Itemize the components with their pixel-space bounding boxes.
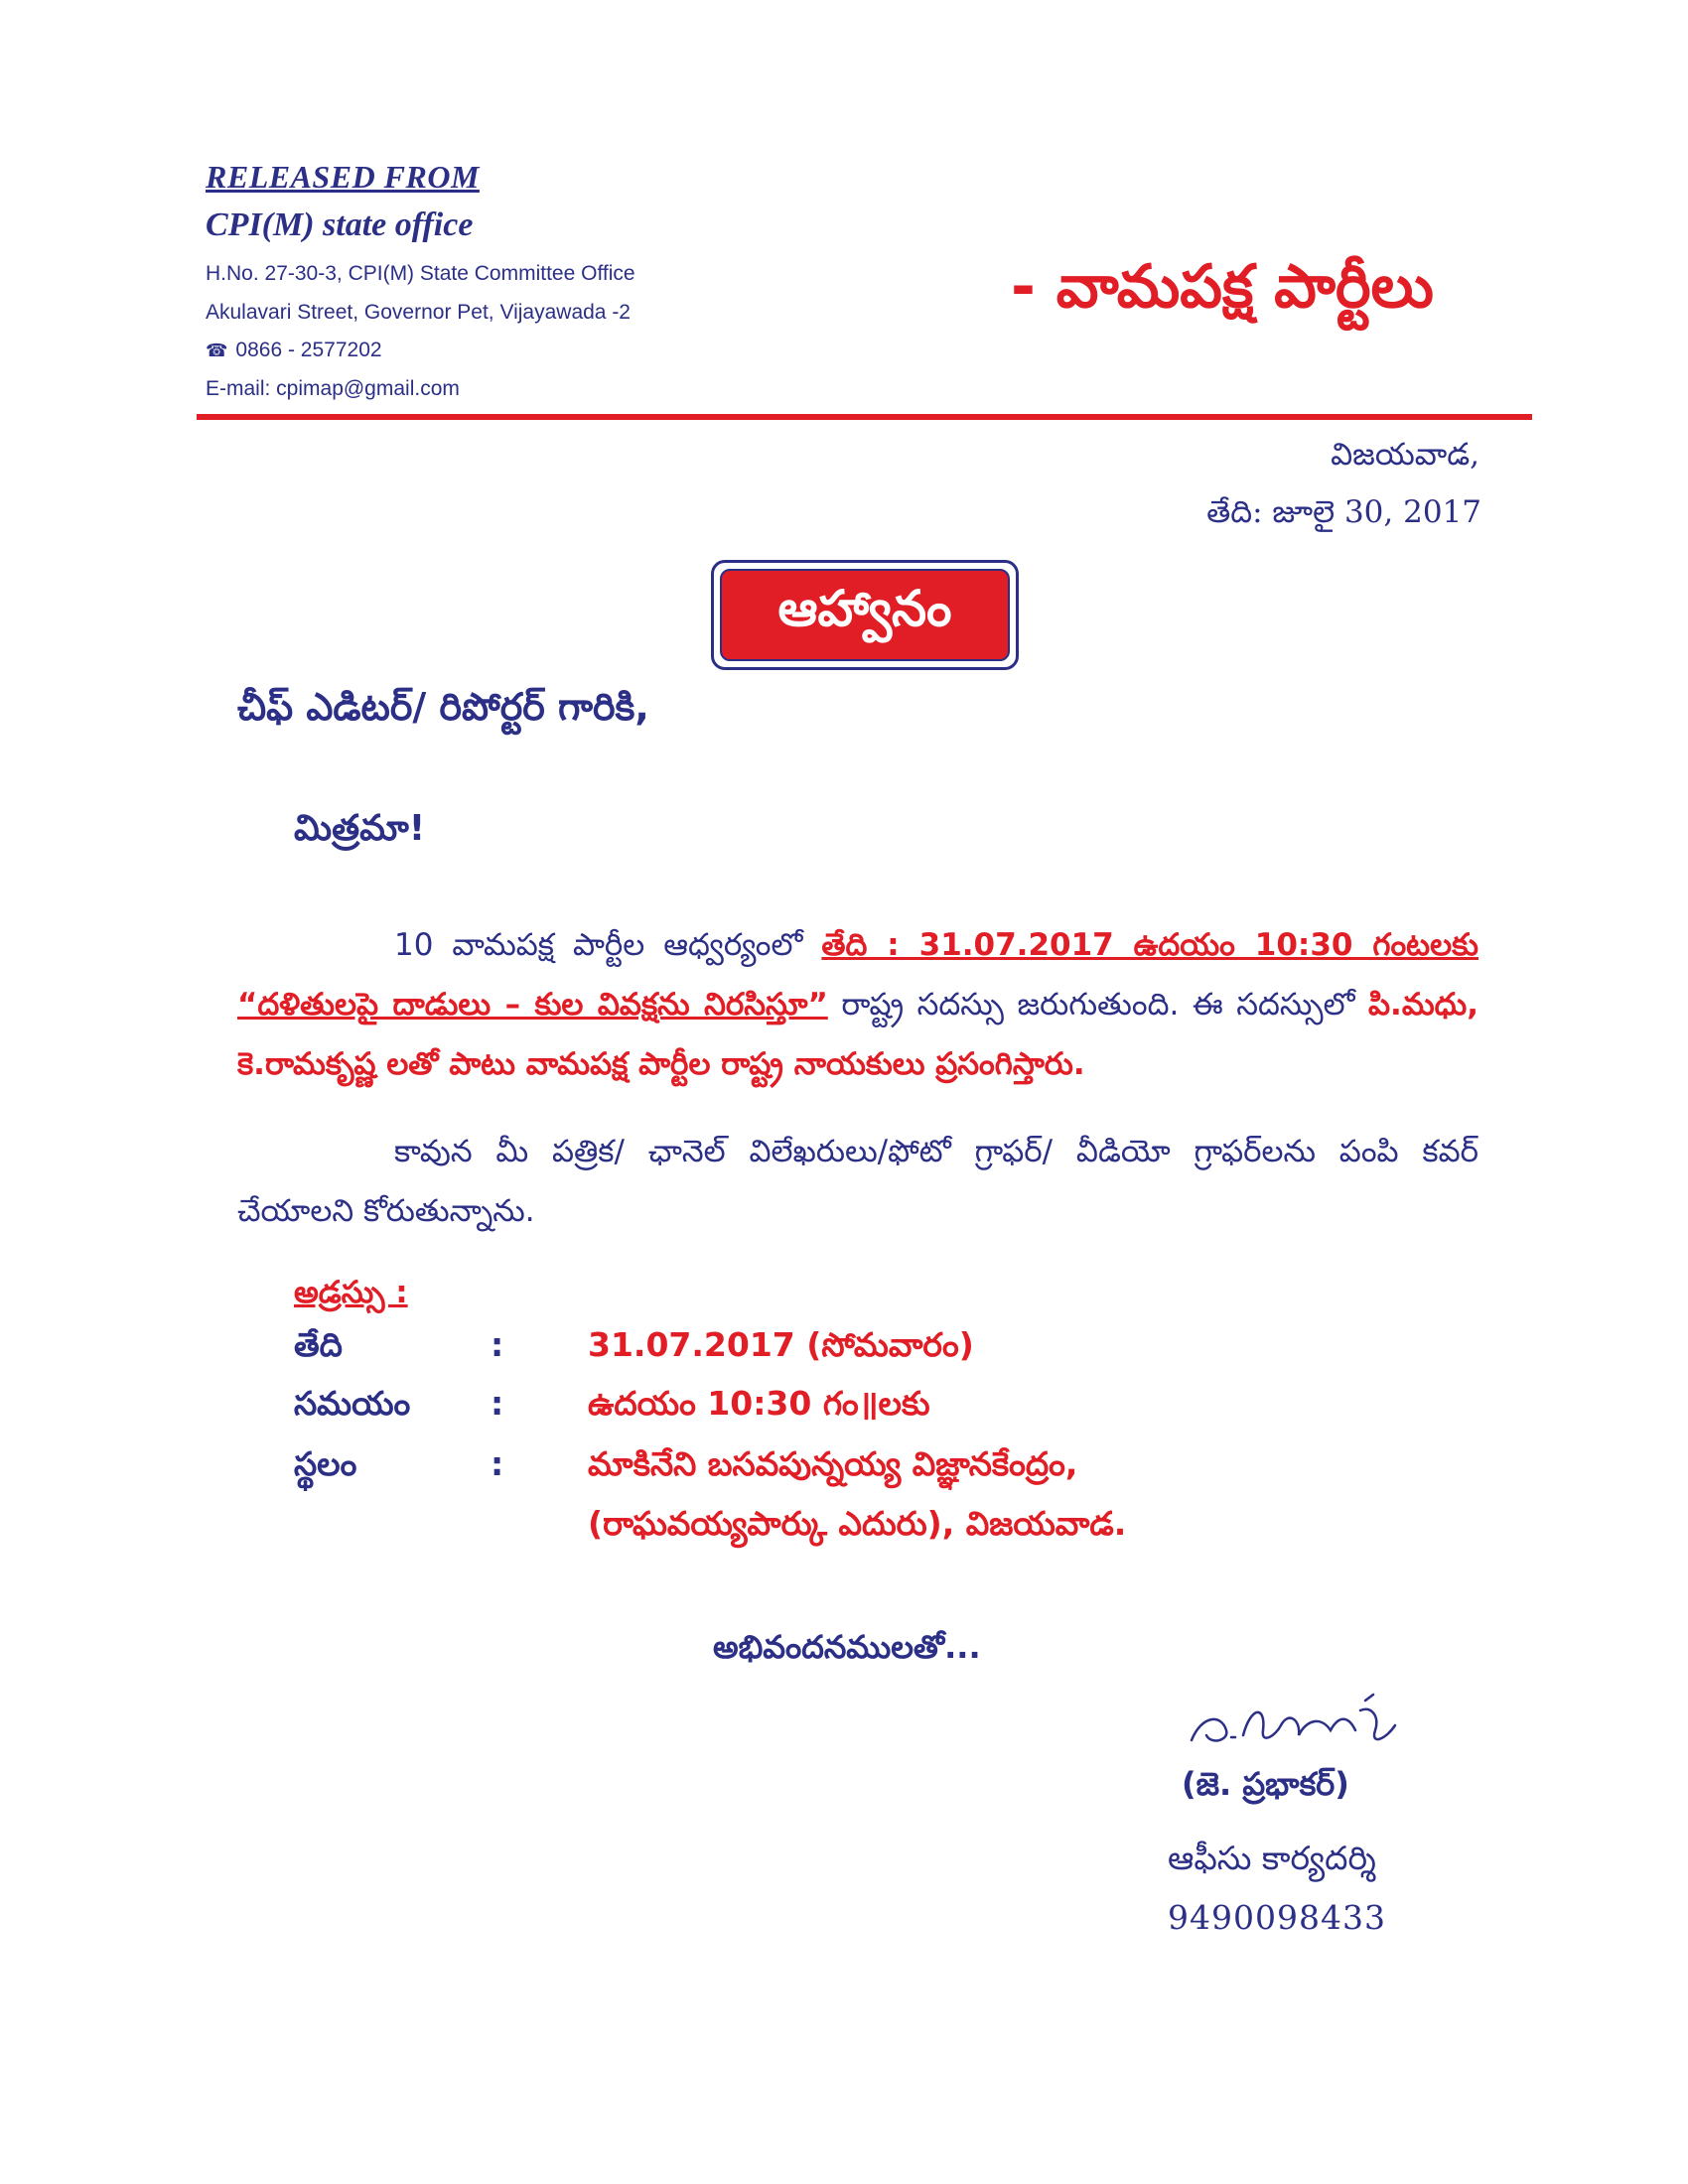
phone-number: 0866 - 2577202 — [235, 339, 382, 361]
p1-datetime: తేది : 31.07.2017 ఉదయం 10:30 గంటలకు — [821, 927, 1478, 963]
office-name: CPI(M) state office — [206, 206, 474, 243]
body-paragraph-1 — [237, 915, 1478, 1094]
address-heading: అడ్రస్సు : — [294, 1275, 408, 1310]
address-line-1: H.No. 27-30-3, CPI(M) State Committee Office — [206, 262, 635, 285]
p1-speakers: పి.మధు, కె.రామకృష్ణ లతో పాటు వామపక్ష పార్టీల రాష్ట్ర నాయకులు ప్రసంగిస్తారు. — [237, 987, 1479, 1082]
salutation: చీఫ్ ఎడిటర్/ రిపోర్టర్ గారికి, — [237, 685, 649, 729]
signer-role: ఆఫీసు కార్యదర్శి — [1168, 1839, 1376, 1877]
venue-value-line-2: (రాఘవయ్యపార్కు ఎదురు), విజయవాడ. — [588, 1504, 1127, 1543]
invitation-badge-label: ఆహ్వానం — [720, 569, 1010, 661]
signature-image — [1182, 1686, 1410, 1765]
address-line-2: Akulavari Street, Governor Pet, Vijayawada -2 — [206, 301, 631, 324]
time-value: ఉదయం 10:30 గం॥లకు — [588, 1384, 930, 1423]
time-colon: : — [491, 1384, 504, 1423]
regards: అభివందనములతో... — [713, 1628, 981, 1666]
date-label: తేది — [294, 1325, 343, 1364]
venue-colon: : — [491, 1444, 504, 1483]
header-divider — [197, 414, 1532, 420]
body-paragraph-2: కావున మీ పత్రిక/ ఛానెల్ విలేఖరులు/ఫోటో గ్రాఫర్/ వీడియో గ్రాఫర్‌లను పంపి కవర్ చేయాలని కోరుతున్నాను. — [237, 1134, 1478, 1229]
signer-phone: 9490098433 — [1168, 1898, 1386, 1937]
released-from-label: RELEASED FROM — [206, 159, 480, 195]
date-value: 31.07.2017 (సోమవారం) — [588, 1325, 974, 1364]
email-line: E-mail: cpimap@gmail.com — [206, 377, 460, 400]
greeting: మిత్రమా! — [294, 808, 426, 849]
p1-topic: “దళితులపై దాడులు – కుల వివక్షను నిరసిస్తూ” — [237, 987, 828, 1023]
time-label: సమయం — [294, 1384, 411, 1423]
signer-name: (జె. ప్రభాకర్) — [1182, 1765, 1349, 1803]
venue-label: స్థలం — [294, 1444, 357, 1483]
date-line: తేది: జూలై 30, 2017 — [1206, 494, 1481, 530]
place-line: విజయవాడ, — [1331, 437, 1479, 473]
phone-line — [206, 339, 382, 362]
p1-mid: రాష్ట్ర సదస్సు జరుగుతుంది. ఈ సదస్సులో — [841, 987, 1355, 1023]
parties-title: - వామపక్ష పార్టీలు — [1011, 252, 1434, 322]
telephone-icon: ☎ — [206, 341, 228, 360]
invitation-badge — [711, 560, 1019, 670]
p1-intro: 10 వామపక్ష పార్టీల ఆధ్వర్యంలో — [394, 927, 803, 963]
date-colon: : — [491, 1325, 504, 1364]
venue-value-line-1: మాకినేని బసవపున్నయ్య విజ్ఞానకేంద్రం, — [588, 1444, 1078, 1483]
